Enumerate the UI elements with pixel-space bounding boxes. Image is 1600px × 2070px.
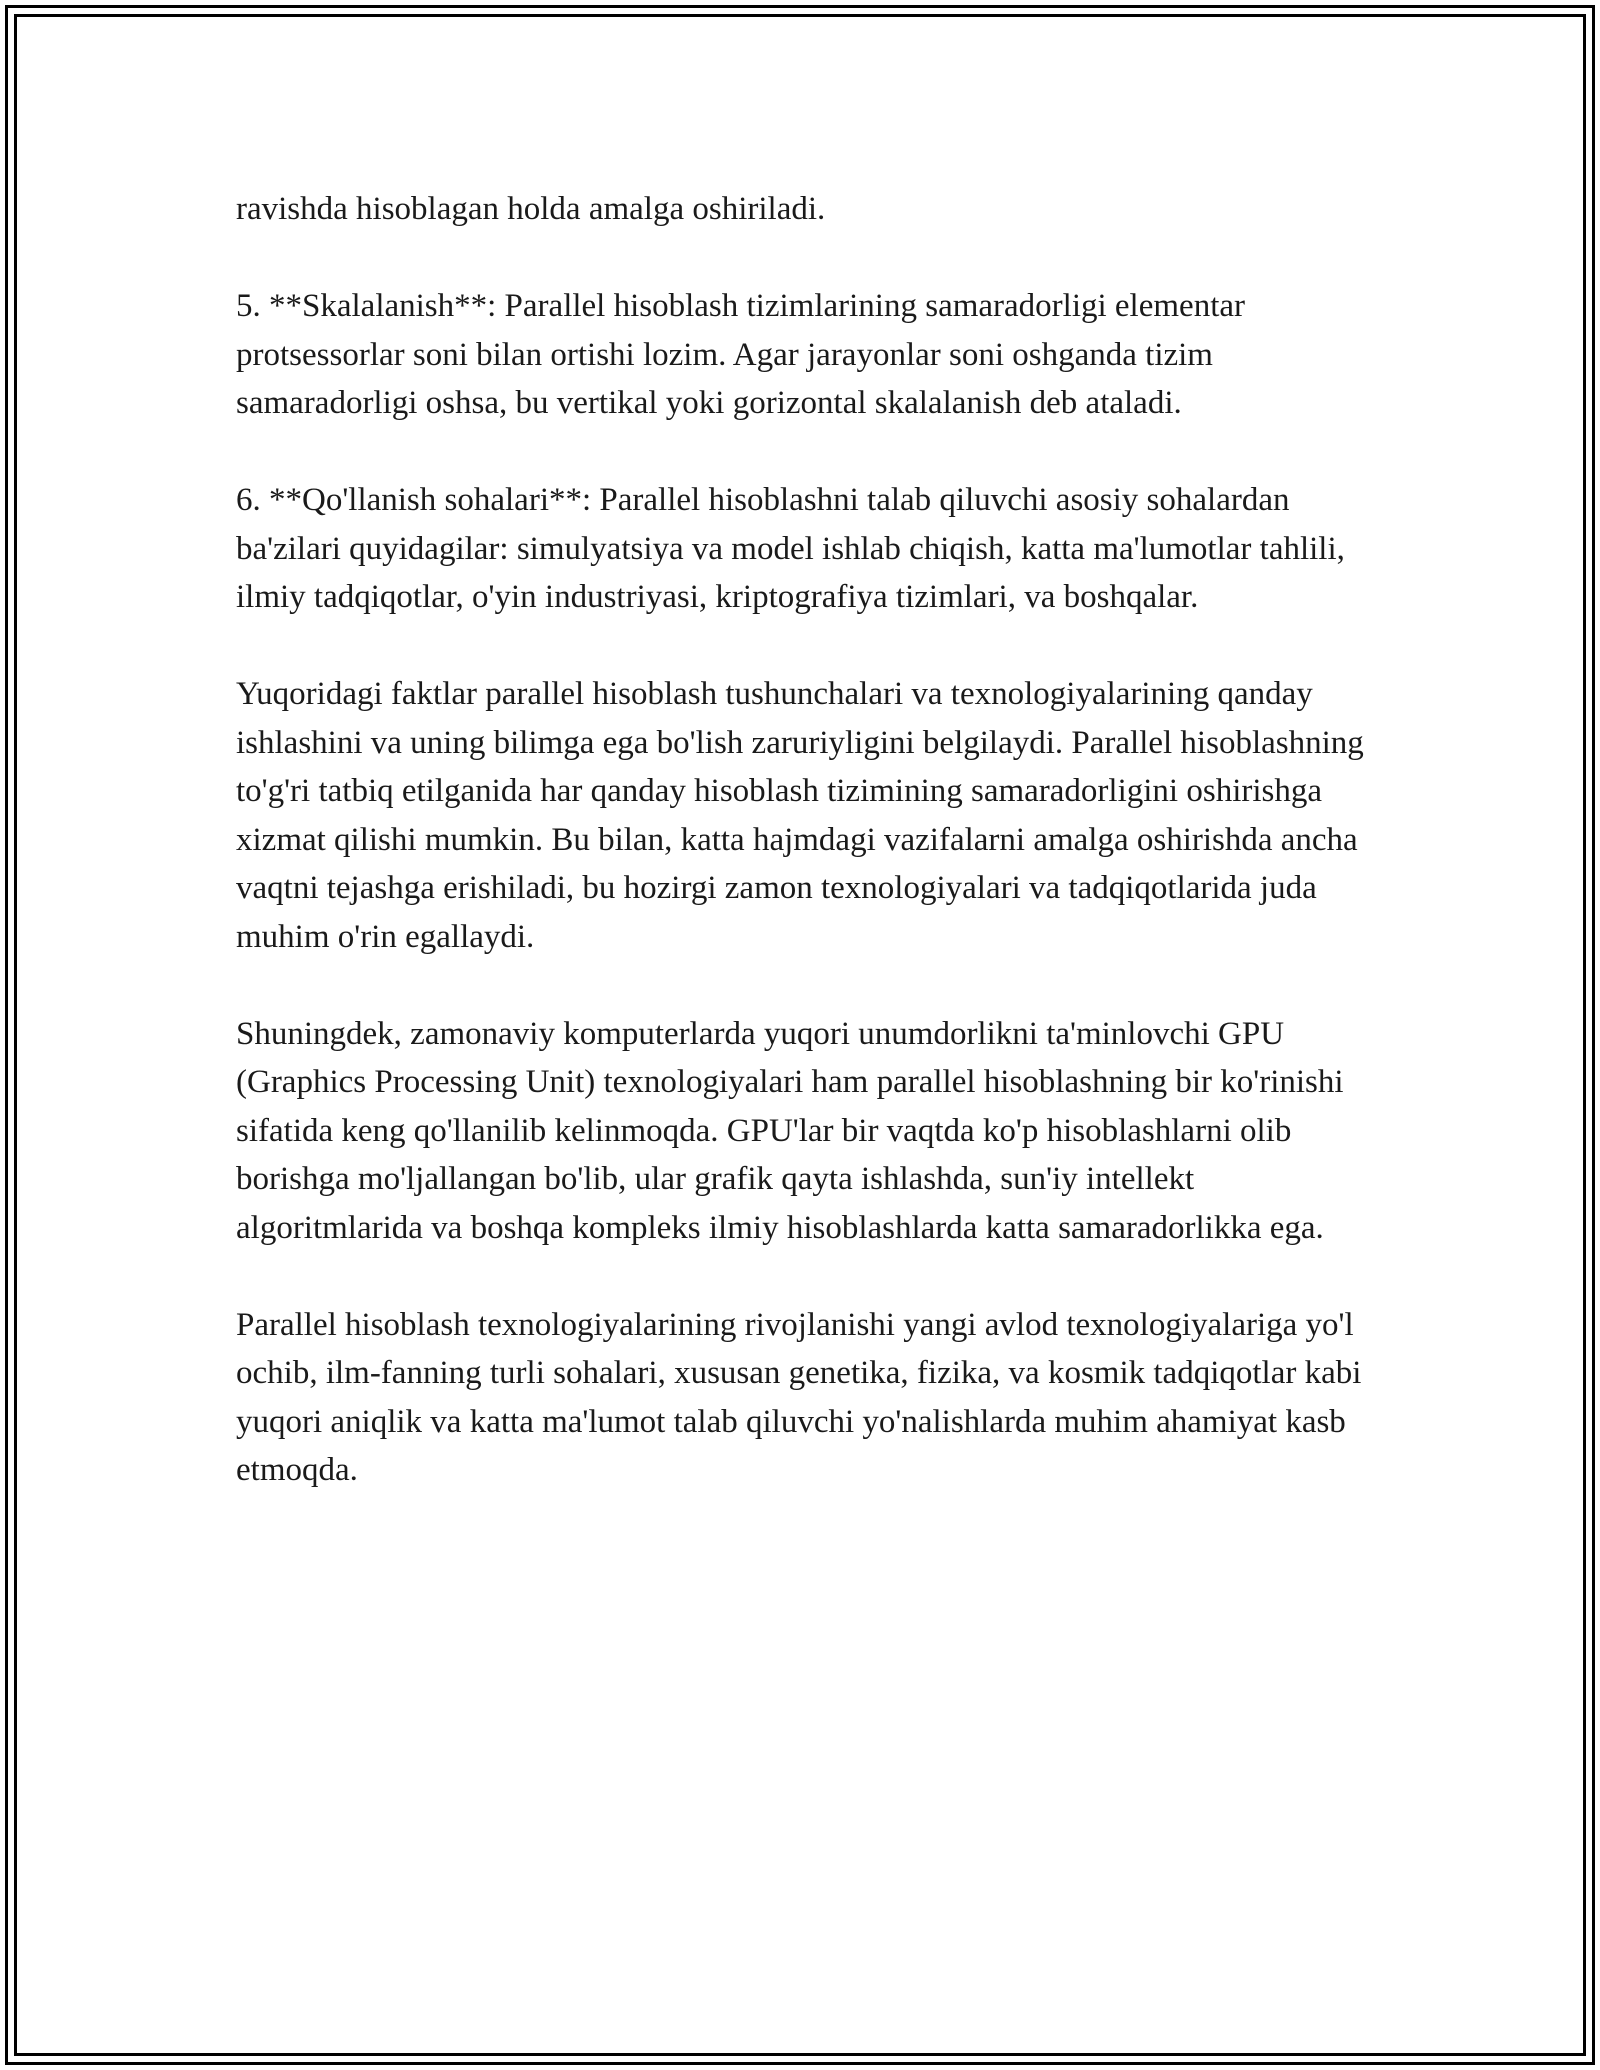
paragraph-continuation: ravishda hisoblagan holda amalga oshiriladi. xyxy=(236,191,826,227)
paragraph-application-areas: 6. **Qo'llanish sohalari**: Parallel hisoblashni talab qiluvchi asosiy sohalardan ba'zilari quyidagilar: simulyatsiya va model ishlab chiqish, katta ma'lumotlar tahlili, ilmiy tadqiqotlar, o'yin industriyasi, kriptografiya tizimlari, va boshqalar. xyxy=(236,482,1345,615)
paragraph-scaling: 5. **Skalalanish**: Parallel hisoblash tizimlarining samaradorligi elementar protsessorlar soni bilan ortishi lozim. Agar jarayonlar soni oshganda tizim samaradorligi oshsa, bu vertikal yoki gorizontal skalalanish deb ataladi. xyxy=(236,288,1245,421)
document-body xyxy=(236,185,1386,1543)
paragraph-gpu: Shuningdek, zamonaviy komputerlarda yuqori unumdorlikni ta'minlovchi GPU (Graphics Processing Unit) texnologiyalari ham parallel hisoblashning bir ko'rinishi sifatida keng qo'llanilib kelinmoqda. GPU'lar bir vaqtda ko'p hisoblashlarni olib borishga mo'ljallangan bo'lib, ular grafik qayta ishlashda, sun'iy intellekt algoritmlarida va boshqa kompleks ilmiy hisoblashlarda katta samaradorlikka ega. xyxy=(236,1015,1344,1246)
paragraph-summary: Yuqoridagi faktlar parallel hisoblash tushunchalari va texnologiyalarining qanday ishlashini va uning bilimga ega bo'lish zaruriyligini belgilaydi. Parallel hisoblashning to'g'ri tatbiq etilganida har qanday hisoblash tizimining samaradorligini oshirishga xizmat qilishi mumkin. Bu bilan, katta hajmdagi vazifalarni amalga oshirishda ancha vaqtni tejashga erishiladi, bu hozirgi zamon texnologiyalari va tadqiqotlarida juda muhim o'rin egallaydi. xyxy=(236,676,1364,955)
paragraph-conclusion: Parallel hisoblash texnologiyalarining rivojlanishi yangi avlod texnologiyalariga yo'l ochib, ilm-fanning turli sohalari, xususan genetika, fizika, va kosmik tadqiqotlar kabi yuqori aniqlik va katta ma'lumot talab qiluvchi yo'nalishlarda muhim ahamiyat kasb etmoqda. xyxy=(236,1306,1362,1488)
